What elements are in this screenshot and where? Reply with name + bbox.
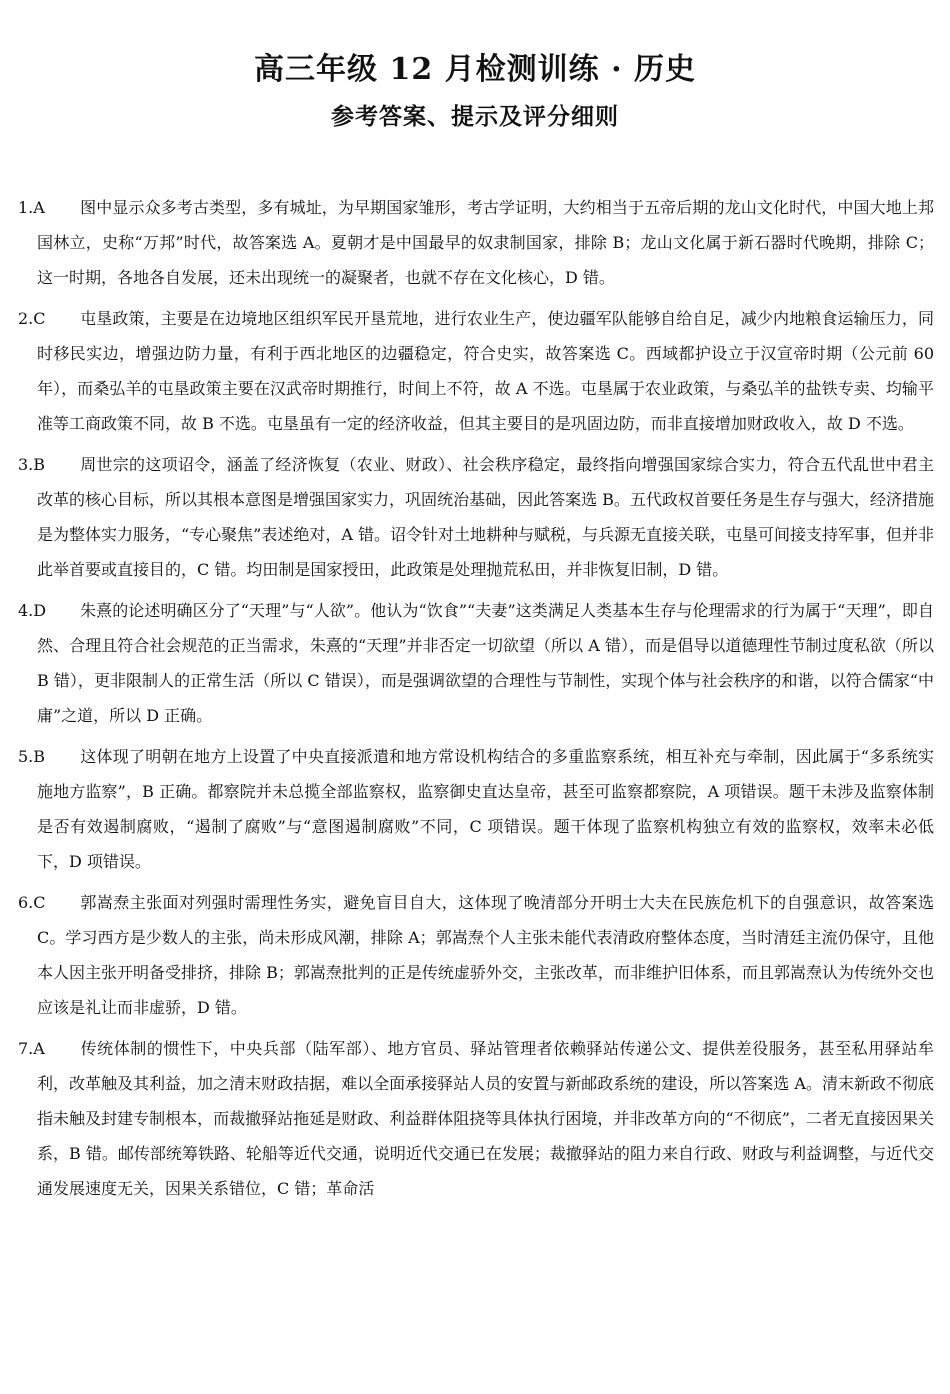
- answer-explanation: 郭嵩焘主张面对列强时需理性务实，避免盲目自大，这体现了晚清部分开明士大夫在民族危机下的自强意识，故答案选 C。学习西方是少数人的主张，尚未形成风潮，排除 A；郭嵩焘个人主张未能代表清政府整体态度，当时清廷主流仍保守，且他本人因主张开明备受排挤，排除 B；郭嵩焘批判的正是传统虚骄外交，主张改革，而非维护旧体系，而且郭嵩焘认为传统外交也应该是礼让而非虚骄，D 错。: [37, 893, 934, 1017]
- answer-explanation: 朱熹的论述明确区分了“天理”与“人欲”。他认为“饮食”“夫妻”这类满足人类基本生存与伦理需求的行为属于“天理”，即自然、合理且符合社会规范的正当需求，朱熹的“天理”并非否定一切欲望（所以 A 错），而是倡导以道德理性节制过度私欲（所以 B 错），更非限制人的正常生活（所以 C 错误），而是强调欲望的合理性与节制性，实现个体与社会秩序的和谐，以符合儒家“中庸”之道，所以 D 正确。: [37, 601, 934, 725]
- answer-item-3: [18, 447, 934, 587]
- answer-number: 6.C: [18, 893, 46, 912]
- answer-number: 2.C: [18, 309, 46, 328]
- page-subtitle: 参考答案、提示及评分细则: [331, 103, 619, 130]
- page-title: 高三年级 12 月检测训练 · 历史: [254, 52, 696, 87]
- answer-item-2: [18, 301, 934, 441]
- answer-explanation: 这体现了明朝在地方上设置了中央直接派遣和地方常设机构结合的多重监察系统，相互补充与牵制，因此属于“多系统实施地方监察”，B 正确。都察院并未总揽全部监察权，监察御史直达皇帝，甚至可监察都察院，A 项错误。题干未涉及监察体制是否有效遏制腐败，“遏制了腐败”与“意图遏制腐败”不同，C 项错误。题干体现了监察机构独立有效的监察权，效率未必低下，D 项错误。: [37, 747, 934, 871]
- answer-explanation: 屯垦政策，主要是在边境地区组织军民开垦荒地，进行农业生产，使边疆军队能够自给自足，减少内地粮食运输压力，同时移民实边，增强边防力量，有利于西北地区的边疆稳定，符合史实，故答案选 C。西域都护设立于汉宣帝时期（公元前 60 年），而桑弘羊的屯垦政策主要在汉武帝时期推行，时间上不符，故 A 不选。屯垦属于农业政策，与桑弘羊的盐铁专卖、均输平准等工商政策不同，故 B 不选。屯垦虽有一定的经济收益，但其主要目的是巩固边防，而非直接增加财政收入，故 D 不选。: [37, 309, 934, 433]
- answer-number: 5.B: [18, 747, 46, 766]
- answer-item-1: [18, 190, 934, 295]
- answer-number: 3.B: [18, 455, 46, 474]
- answer-explanation: 图中显示众多考古类型，多有城址，为早期国家雏形，考古学证明，大约相当于五帝后期的龙山文化时代，中国大地上邦国林立，史称“万邦”时代，故答案选 A。夏朝才是中国最早的奴隶制国家，排除 B；龙山文化属于新石器时代晚期，排除 C；这一时期，各地各自发展，还未出现统一的凝聚者，也就不存在文化核心，D 错。: [37, 198, 934, 287]
- answer-item-6: [18, 885, 934, 1025]
- answer-item-4: [18, 593, 934, 733]
- answer-item-5: [18, 739, 934, 879]
- answer-list: [18, 190, 934, 1212]
- answer-number: 1.A: [18, 198, 45, 217]
- answer-number: 4.D: [18, 601, 47, 620]
- answer-number: 7.A: [18, 1039, 45, 1058]
- answer-explanation: 周世宗的这项诏令，涵盖了经济恢复（农业、财政）、社会秩序稳定，最终指向增强国家综合实力，符合五代乱世中君主改革的核心目标，所以其根本意图是增强国家实力，巩固统治基础，因此答案选 B。五代政权首要任务是生存与强大，经济措施是为整体实力服务，“专心聚焦”表述绝对，A 错。诏令针对土地耕种与赋税，与兵源无直接关联，屯垦可间接支持军事，但并非此举首要或直接目的，C 错。均田制是国家授田，此政策是处理抛荒私田，并非恢复旧制，D 错。: [37, 455, 935, 579]
- answer-item-7: [18, 1031, 934, 1206]
- answer-explanation: 传统体制的惯性下，中央兵部（陆军部）、地方官员、驿站管理者依赖驿站传递公文、提供差役服务，甚至私用驿站牟利，改革触及其利益，加之清末财政拮据，难以全面承接驿站人员的安置与新邮政系统的建设，所以答案选 A。清末新政不彻底指未触及封建专制根本，而裁撤驿站拖延是财政、利益群体阻挠等具体执行困境，并非改革方向的“不彻底”，二者无直接因果关系，B 错。邮传部统筹铁路、轮船等近代交通，说明近代交通已在发展；裁撤驿站的阻力来自行政、财政与利益调整，与近代交通发展速度无关，因果关系错位，C 错；革命活: [37, 1039, 934, 1198]
